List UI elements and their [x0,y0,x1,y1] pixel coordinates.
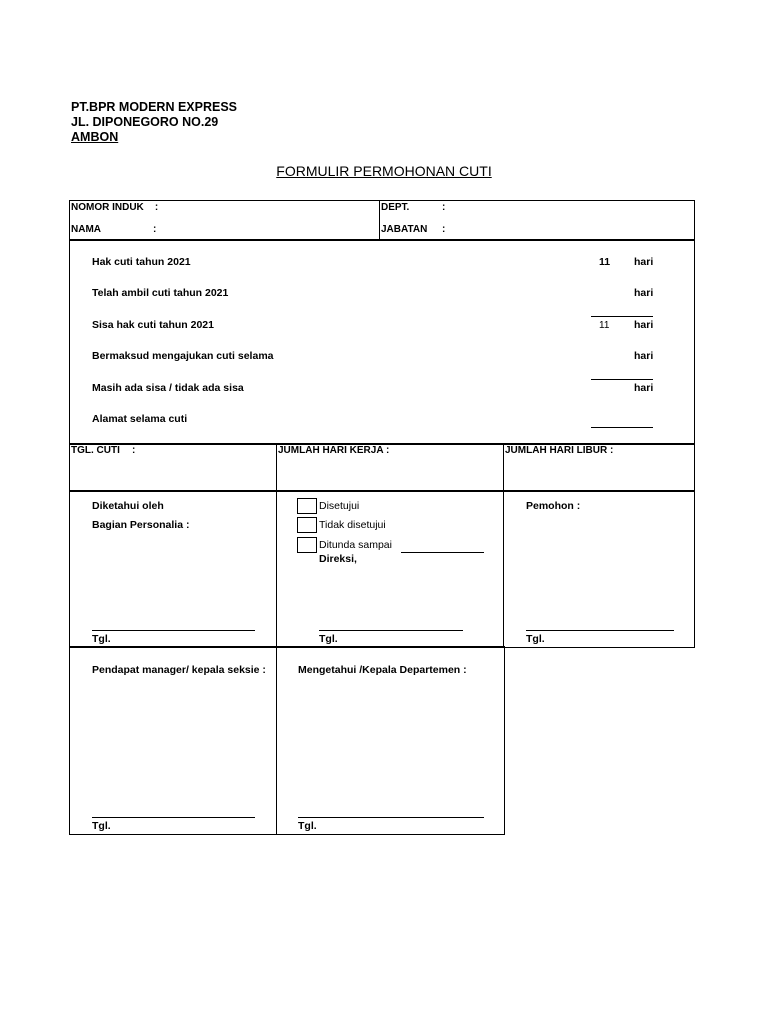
leave-row-unit: hari [634,256,654,268]
dates-divider [276,443,277,492]
tgl-cuti-label: TGL. CUTI [71,445,120,456]
sum-line [591,379,653,380]
leave-row-label: Bermaksud mengajukan cuti selama [92,350,274,362]
manager-opinion-label: Pendapat manager/ kepala seksie : [92,664,266,676]
tidak-disetujui-label: Tidak disetujui [319,519,386,531]
tgl-label: Tgl. [92,820,111,832]
dept-label: DEPT. [381,202,410,213]
bagian-personalia-label: Bagian Personalia : [92,519,190,531]
leave-row-unit: hari [634,350,654,362]
diketahui-label: Diketahui oleh [92,500,164,512]
form-title: FORMULIR PERMOHONAN CUTI [276,163,492,179]
leave-row-unit: hari [634,382,654,394]
leave-row-value: 11 [599,320,610,331]
jumlah-hari-kerja-label: JUMLAH HARI KERJA : [278,445,390,456]
approval-divider [503,490,504,648]
tgl-label: Tgl. [319,633,338,645]
address-line [591,427,653,428]
nomor-induk-label: NOMOR INDUK : [71,202,159,213]
jabatan-colon: : [442,224,446,235]
jabatan-label: JABATAN [381,224,428,235]
kepala-departemen-label: Mengetahui /Kepala Departemen : [298,664,467,676]
disetujui-label: Disetujui [319,500,360,512]
leave-row-unit: hari [634,287,654,299]
approval-box [69,490,695,648]
opinion-divider [276,646,277,835]
nama-label: NAMA [71,224,101,235]
ditunda-checkbox[interactable] [297,537,317,553]
tgl-label: Tgl. [526,633,545,645]
pemohon-label: Pemohon : [526,500,581,512]
leave-row-label: Telah ambil cuti tahun 2021 [92,287,229,299]
tgl-label: Tgl. [92,633,111,645]
direksi-label: Direksi, [319,553,357,565]
jumlah-hari-libur-label: JUMLAH HARI LIBUR : [505,445,614,456]
leave-row-value: 11 [599,256,611,268]
ditunda-date-line [401,552,484,553]
leave-row-label: Sisa hak cuti tahun 2021 [92,319,214,331]
nama-colon: : [153,224,157,235]
company-name: PT.BPR MODERN EXPRESS [71,100,238,114]
signature-line [92,817,255,818]
dept-colon: : [442,202,446,213]
company-city: AMBON [71,130,119,144]
signature-line [92,630,255,631]
dates-divider [503,443,504,492]
tgl-label: Tgl. [298,820,317,832]
company-address: JL. DIPONEGORO NO.29 [71,115,219,129]
signature-line [526,630,674,631]
signature-line [319,630,463,631]
disetujui-checkbox[interactable] [297,498,317,514]
sum-line [591,316,653,317]
leave-row-label: Masih ada sisa / tidak ada sisa [92,382,244,394]
identity-divider [379,200,380,241]
leave-row-label: Hak cuti tahun 2021 [92,256,191,268]
ditunda-label: Ditunda sampai [319,539,392,551]
tgl-cuti-colon: : [132,445,136,456]
approval-divider [276,490,277,648]
signature-line [298,817,484,818]
leave-row-unit: hari [634,319,654,331]
tidak-disetujui-checkbox[interactable] [297,517,317,533]
leave-row-label: Alamat selama cuti [92,413,188,425]
